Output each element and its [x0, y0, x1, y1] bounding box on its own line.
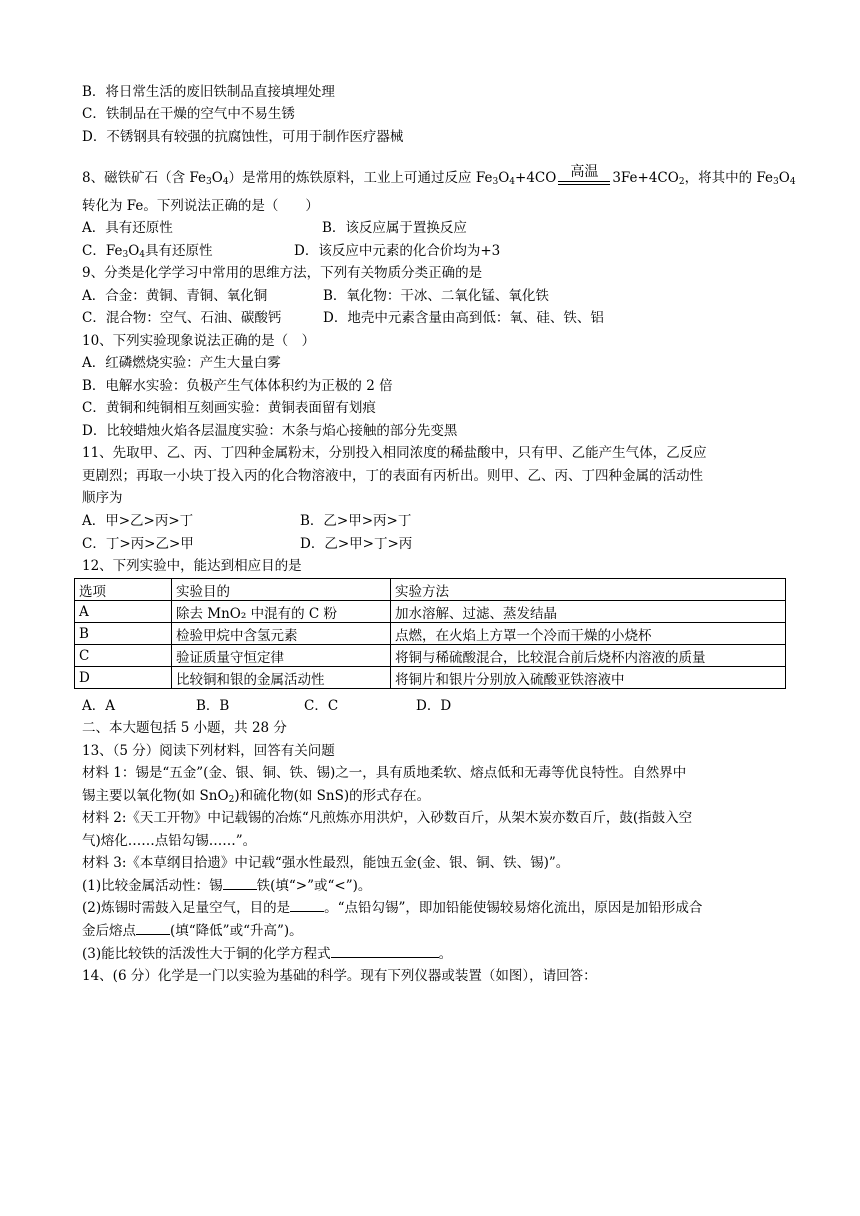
- answer-blank[interactable]: [136, 922, 170, 935]
- q12-table: [74, 578, 786, 689]
- q11-option-b: B．乙>甲>丙>丁: [300, 513, 412, 529]
- table-cell: C: [75, 645, 172, 667]
- table-cell: 加水溶解、过滤、蒸发结晶: [391, 601, 786, 623]
- q11-stem-line1: 11、先取甲、乙、丙、丁四种金属粉末，分别投入相同浓度的稀盐酸中，只有甲、乙能产生气体，乙反应: [82, 445, 707, 461]
- q13-part2-line1: (2)炼锡时需鼓入足量空气，目的是 。“点铅勾锡”，即加铅能使锡较易熔化流出，原因是加铅形成合: [82, 900, 703, 916]
- table-row: [75, 667, 786, 689]
- q9-option-b: B．氧化物：干冰、二氧化锰、氧化铁: [323, 288, 549, 304]
- q7-option-d: D．不锈钢具有较强的抗腐蚀性，可用于制作医疗器械: [82, 129, 404, 145]
- reaction-condition: 高温: [570, 164, 599, 180]
- table-header-cell: 选项: [75, 579, 172, 601]
- table-cell: 将铜片和银片分别放入硫酸亚铁溶液中: [391, 667, 786, 689]
- q13-material1-line1: 材料 1：锡是“五金”(金、银、铜、铁、锡)之一，具有质地柔软、熔点低和无毒等优良特性。自然界中: [82, 765, 687, 781]
- table-cell: 点燃，在火焰上方罩一个冷而干燥的小烧杯: [391, 623, 786, 645]
- q10-option-d: D．比较蜡烛火焰各层温度实验：木条与焰心接触的部分先变黑: [82, 423, 458, 439]
- answer-blank[interactable]: [223, 877, 257, 890]
- table-cell: A: [75, 601, 172, 623]
- q11-option-a: A．甲>乙>丙>丁: [82, 513, 194, 529]
- q13-material2-line2: 气)熔化……点铅勾锡……”。: [82, 833, 257, 849]
- q9-stem: 9、分类是化学学习中常用的思维方法，下列有关物质分类正确的是: [82, 265, 483, 281]
- table-header-cell: 实验目的: [172, 579, 391, 601]
- q12-option-d: D．D: [416, 698, 452, 714]
- reaction-arrow: [556, 164, 612, 188]
- table-cell: 比较铜和银的金属活动性: [172, 667, 391, 689]
- q10-option-c: C．黄铜和纯铜相互刻画实验：黄铜表面留有划痕: [82, 400, 376, 416]
- q13-part3: (3)能比较铁的活泼性大于铜的化学方程式 。: [82, 946, 453, 962]
- q11-stem-line2: 更剧烈；再取一小块丁投入丙的化合物溶液中，丁的表面有丙析出。则甲、乙、丙、丁四种金属的活动性: [82, 468, 703, 484]
- q11-stem-line3: 顺序为: [82, 490, 123, 506]
- table-header-cell: 实验方法: [391, 579, 786, 601]
- q10-stem: 10、下列实验现象说法正确的是（ ）: [82, 333, 316, 349]
- q8-option-c: C．$Fe_3O_4$具有还原性: [82, 243, 213, 260]
- answer-blank[interactable]: [290, 899, 324, 912]
- table-cell: 检验甲烷中含氢元素: [172, 623, 391, 645]
- table-row: [75, 601, 786, 623]
- q11-option-c: C．丁>丙>乙>甲: [82, 536, 194, 552]
- q12-option-a: A．A: [82, 698, 115, 714]
- q12-option-c: C．C: [304, 698, 339, 714]
- q8-stem-line2: 转化为 Fe。下列说法正确的是（ ）: [82, 198, 319, 214]
- q13-part2-line2: 金后熔点 (填“降低”或“升高”)。: [82, 923, 303, 939]
- q10-option-b: B．电解水实验：负极产生气体体积约为正极的 2 倍: [82, 378, 393, 394]
- q13-part1: (1)比较金属活动性：锡 铁(填“>”或“<”)。: [82, 878, 372, 894]
- table-cell: 除去 MnO₂ 中混有的 C 粉: [172, 601, 391, 623]
- table-cell: 验证质量守恒定律: [172, 645, 391, 667]
- q12-stem: 12、下列实验中，能达到相应目的是: [82, 558, 302, 574]
- section-heading: 二、本大题包括 5 小题，共 28 分: [82, 720, 287, 736]
- q13-material1-line2: 锡主要以氧化物(如 SnO$_2$)和硫化物(如 SnS)的形式存在。: [82, 788, 431, 805]
- table-header-row: [75, 579, 786, 601]
- table-row: [75, 645, 786, 667]
- q8-stem-line1: 8、磁铁矿石（含 $Fe_3O_4$）是常用的炼铁原料，工业上可通过反应 $Fe_3O_4+4CO$ 高温 $3Fe+4CO_2$，将其中的 $Fe_3O_4$: [82, 164, 796, 187]
- q9-option-d: D．地壳中元素含量由高到低：氧、硅、铁、铝: [323, 310, 604, 326]
- q12-option-b: B．B: [196, 698, 230, 714]
- table-cell: B: [75, 623, 172, 645]
- q7-option-c: C．铁制品在干燥的空气中不易生锈: [82, 106, 295, 122]
- q8-option-d: D．该反应中元素的化合价均为+3: [294, 243, 501, 259]
- q8-option-a: A．具有还原性: [82, 220, 173, 236]
- q9-option-a: A．合金：黄铜、青铜、氧化铜: [82, 288, 268, 304]
- q13-material2-line1: 材料 2:《天工开物》中记载锡的冶炼“凡煎炼亦用洪炉，入砂数百斤，从架木炭亦数百斤，鼓(指鼓入空: [82, 810, 693, 826]
- table-cell: 将铜与稀硫酸混合，比较混合前后烧杯内溶液的质量: [391, 645, 786, 667]
- table-cell: D: [75, 667, 172, 689]
- q11-option-d: D．乙>甲>丁>丙: [300, 536, 413, 552]
- q7-option-b: B．将日常生活的废旧铁制品直接填埋处理: [82, 84, 335, 100]
- q8-option-b: B．该反应属于置换反应: [322, 220, 467, 236]
- answer-blank[interactable]: [331, 945, 439, 958]
- q13-material3: 材料 3:《本草纲目拾遗》中记载“强水性最烈，能蚀五金(金、银、铜、铁、锡)”。: [82, 855, 570, 871]
- q9-option-c: C．混合物：空气、石油、碳酸钙: [82, 310, 282, 326]
- q10-option-a: A．红磷燃烧实验：产生大量白雾: [82, 355, 281, 371]
- q13-stem: 13、（5 分）阅读下列材料，回答有关问题: [82, 743, 335, 759]
- q14-stem: 14、(6 分）化学是一门以实验为基础的科学。现有下列仪器或装置（如图），请回答：: [82, 968, 597, 984]
- table-row: [75, 623, 786, 645]
